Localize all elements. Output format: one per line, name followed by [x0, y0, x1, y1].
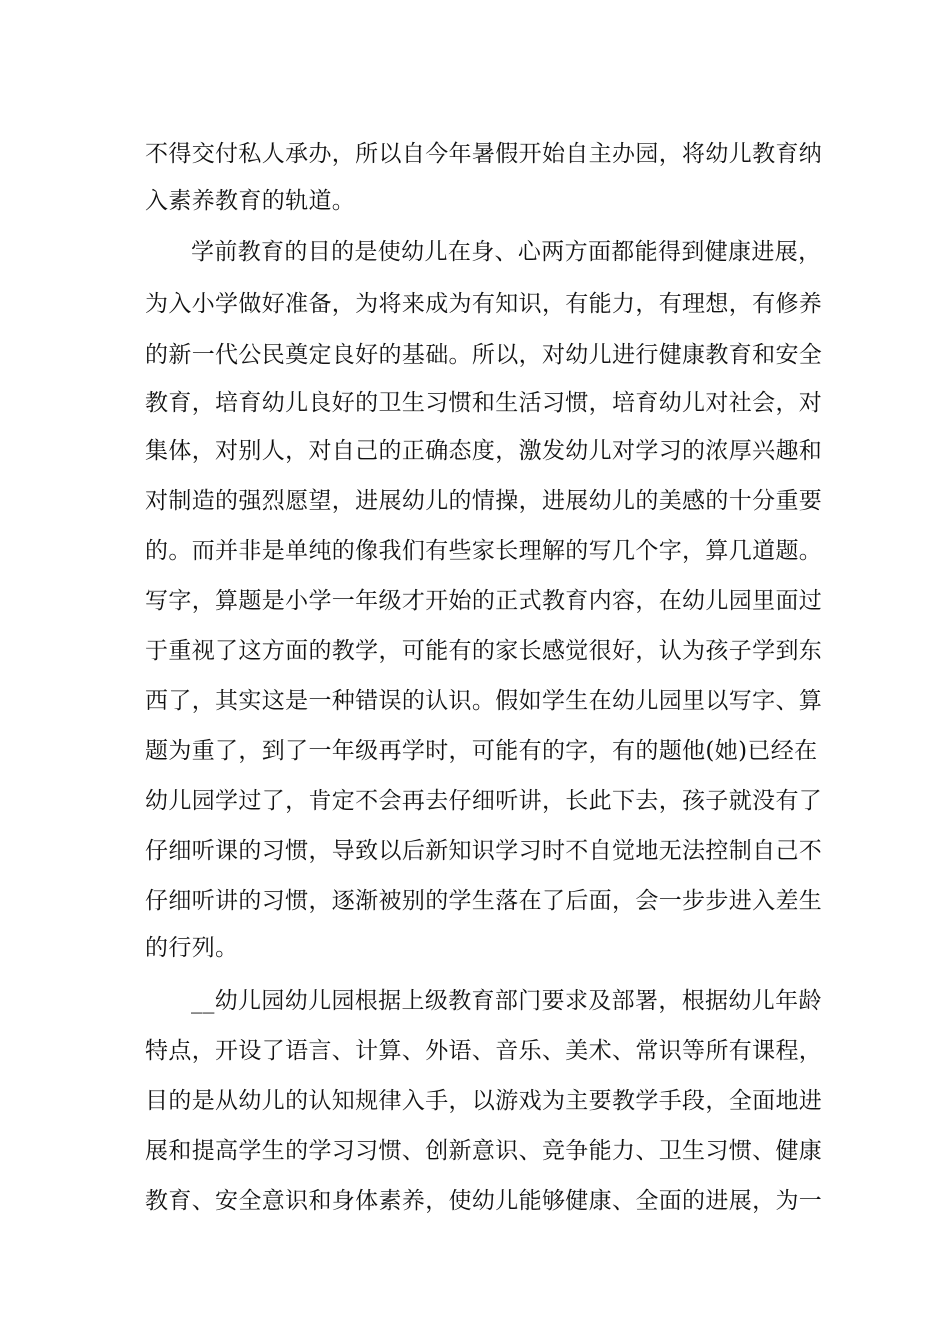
text-line: 教育，培育幼儿良好的卫生习惯和生活习惯，培育幼儿对社会，对	[145, 390, 823, 416]
text-line: 的。而并非是单纯的像我们有些家长理解的写几个字，算几道题。	[145, 538, 823, 564]
text-line: 入素养教育的轨道。	[145, 188, 356, 214]
text-line: 写字，算题是小学一年级才开始的正式教育内容，在幼儿园里面过	[145, 588, 823, 614]
text-line: 目的是从幼儿的认知规律入手，以游戏为主要教学手段，全面地进	[145, 1088, 823, 1114]
text-line: 仔细听课的习惯，导致以后新知识学习时不自觉地无法控制自己不	[145, 838, 823, 864]
text-line: 教育、安全意识和身体素养，使幼儿能够健康、全面的进展，为一	[145, 1188, 823, 1214]
text-line: 仔细听讲的习惯，逐渐被别的学生落在了后面，会一步步进入差生	[145, 888, 823, 914]
text-line: 的行列。	[145, 935, 239, 961]
text-line: 幼儿园学过了，肯定不会再去仔细听讲，长此下去，孩子就没有了	[145, 788, 823, 814]
text-line: 题为重了，到了一年级再学时，可能有的字，有的题他(她)已经在	[145, 738, 818, 764]
text-line: 不得交付私人承办，所以自今年暑假开始自主办园，将幼儿教育纳	[145, 141, 823, 167]
text-line: 的新一代公民奠定良好的基础。所以，对幼儿进行健康教育和安全	[145, 342, 823, 368]
text-line: 特点，开设了语言、计算、外语、音乐、美术、常识等所有课程，	[145, 1038, 823, 1064]
text-line: 于重视了这方面的教学，可能有的家长感觉很好，认为孩子学到东	[145, 638, 823, 664]
text-line: 对制造的强烈愿望，进展幼儿的情操，进展幼儿的美感的十分重要	[145, 488, 823, 514]
paragraph-first-line: __幼儿园幼儿园根据上级教育部门要求及部署，根据幼儿年龄	[191, 988, 822, 1014]
text-line: 西了，其实这是一种错误的认识。假如学生在幼儿园里以写字、算	[145, 688, 823, 714]
text-line: 为入小学做好准备，为将来成为有知识，有能力，有理想，有修养	[145, 291, 823, 317]
text-line: 集体，对别人，对自己的正确态度，激发幼儿对学习的浓厚兴趣和	[145, 438, 823, 464]
paragraph-first-line: 学前教育的目的是使幼儿在身、心两方面都能得到健康进展，	[191, 239, 822, 265]
text-line: 展和提高学生的学习习惯、创新意识、竞争能力、卫生习惯、健康	[145, 1138, 823, 1164]
